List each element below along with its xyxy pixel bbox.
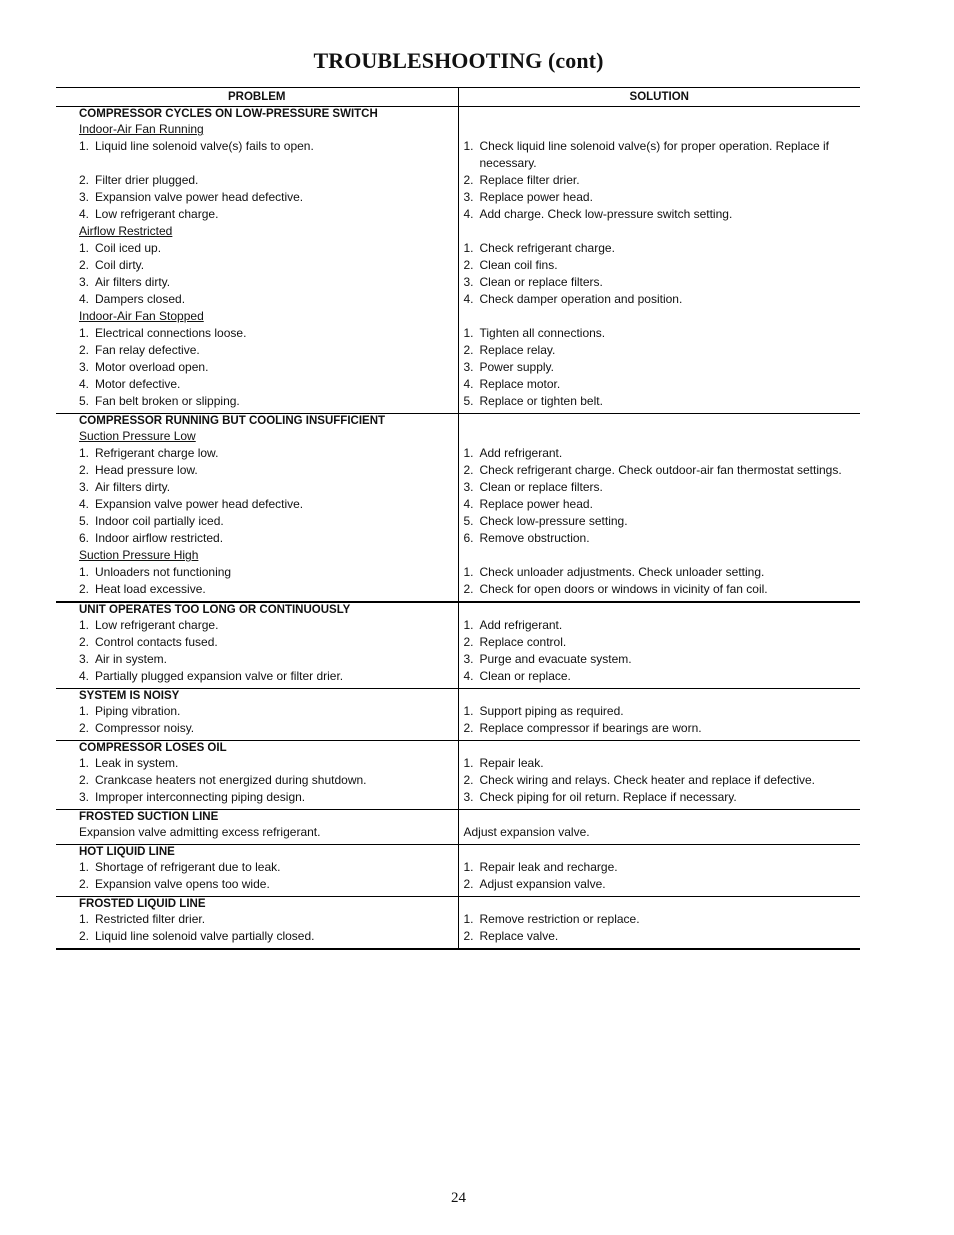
item-number: 2. — [463, 721, 474, 735]
solution-cell — [458, 414, 860, 603]
solution-text: Tighten all connections. — [479, 326, 606, 340]
item-number: 3. — [79, 480, 90, 494]
table-header-row — [56, 88, 860, 107]
solution-text: Repair leak and recharge. — [479, 860, 618, 874]
solution-item — [464, 703, 861, 720]
item-number: 2. — [463, 258, 474, 272]
problem-text: Expansion valve power head defective. — [95, 190, 304, 204]
item-number: 3. — [463, 480, 474, 494]
problem-item — [79, 496, 458, 513]
solution-text: Replace compressor if bearings are worn. — [479, 721, 702, 735]
solution-item — [464, 376, 861, 393]
solution-text: Replace relay. — [479, 343, 556, 357]
item-number: 6. — [79, 531, 90, 545]
solution-item — [464, 172, 861, 189]
item-number: 4. — [463, 292, 474, 306]
section-heading-spacer — [464, 689, 861, 703]
problem-item — [79, 703, 458, 720]
problem-text: Dampers closed. — [95, 292, 186, 306]
problem-text: Fan belt broken or slipping. — [95, 394, 240, 408]
solution-cell — [458, 741, 860, 810]
item-number: 2. — [79, 173, 90, 187]
solution-cell — [458, 845, 860, 897]
solution-item — [464, 651, 861, 668]
solution-text: Clean or replace. — [479, 669, 571, 683]
section-heading: HOT LIQUID LINE — [79, 846, 175, 858]
problem-item — [79, 876, 458, 893]
solution-item — [464, 257, 861, 274]
problem-item — [79, 928, 458, 945]
item-number: 2. — [79, 929, 90, 943]
problem-item — [79, 393, 458, 410]
item-number: 1. — [79, 565, 90, 579]
subheading-spacer — [464, 308, 861, 325]
problem-text: Low refrigerant charge. — [95, 618, 219, 632]
item-number: 1. — [463, 704, 474, 718]
item-number: 4. — [79, 497, 90, 511]
solution-text: Support piping as required. — [479, 704, 624, 718]
problem-item — [79, 240, 458, 257]
subheading: Suction Pressure High — [79, 548, 199, 562]
solution-item — [464, 206, 861, 223]
subheading-spacer — [464, 547, 861, 564]
problem-item — [79, 668, 458, 685]
problem-cell — [56, 897, 458, 950]
problem-text: Unloaders not functioning — [95, 565, 232, 579]
item-number: 2. — [463, 773, 474, 787]
item-number: 1. — [79, 912, 90, 926]
item-number: 5. — [79, 394, 90, 408]
section-heading: COMPRESSOR RUNNING BUT COOLING INSUFFICIENT — [79, 415, 386, 427]
table-section — [56, 741, 860, 810]
solution-item — [464, 911, 861, 928]
problem-text: Low refrigerant charge. — [95, 207, 219, 221]
problem-item — [79, 257, 458, 274]
item-number: 5. — [79, 514, 90, 528]
solution-item — [464, 240, 861, 257]
solution-item — [464, 496, 861, 513]
solution-item — [464, 462, 861, 479]
solution-item — [464, 274, 861, 291]
table-section — [56, 689, 860, 741]
item-number: 4. — [79, 669, 90, 683]
table-section — [56, 107, 860, 414]
item-number: 2. — [463, 929, 474, 943]
problem-text: Heat load excessive. — [95, 582, 206, 596]
solution-cell — [458, 689, 860, 741]
subheading-spacer — [464, 223, 861, 240]
solution-text: Check piping for oil return. Replace if necessary. — [479, 790, 737, 804]
item-number: 1. — [463, 565, 474, 579]
item-number: 2. — [463, 463, 474, 477]
problem-text: Electrical connections loose. — [95, 326, 247, 340]
section-heading: COMPRESSOR CYCLES ON LOW-PRESSURE SWITCH — [79, 108, 378, 120]
cell-bottom-padding — [79, 598, 458, 601]
item-number: 2. — [79, 463, 90, 477]
solution-text: Replace power head. — [479, 497, 593, 511]
solution-text: Remove obstruction. — [479, 531, 590, 545]
solution-item — [464, 342, 861, 359]
solution-item — [464, 755, 861, 772]
solution-text: Check wiring and relays. Check heater and replace if defective. — [479, 773, 816, 787]
solution-item — [464, 445, 861, 462]
problem-item — [79, 720, 458, 737]
problem-text: Leak in system. — [95, 756, 179, 770]
section-heading: COMPRESSOR LOSES OIL — [79, 742, 227, 754]
solution-text: Check refrigerant charge. Check outdoor-air fan thermostat settings. — [479, 463, 842, 477]
item-number: 3. — [79, 790, 90, 804]
problem-item — [79, 772, 458, 789]
problem-item — [79, 359, 458, 376]
section-heading-spacer — [464, 845, 861, 859]
item-number: 2. — [463, 582, 474, 596]
solution-item — [464, 617, 861, 634]
solution-text: Clean coil fins. — [479, 258, 558, 272]
section-heading: FROSTED SUCTION LINE — [79, 811, 219, 823]
solution-text: Check unloader adjustments. Check unloader setting. — [479, 565, 765, 579]
item-number: 2. — [463, 877, 474, 891]
table-section — [56, 810, 860, 845]
solution-cell — [458, 107, 860, 414]
section-heading-spacer — [464, 603, 861, 617]
troubleshooting-table — [56, 87, 860, 950]
solution-item — [464, 564, 861, 581]
problem-text: Air in system. — [95, 652, 168, 666]
problem-cell — [56, 602, 458, 689]
problem-item — [79, 581, 458, 598]
solution-text: Replace valve. — [479, 929, 559, 943]
solution-item — [464, 634, 861, 651]
item-number: 2. — [463, 173, 474, 187]
problem-text: Liquid line solenoid valve partially closed. — [95, 929, 315, 943]
item-number: 3. — [463, 652, 474, 666]
problem-item — [79, 530, 458, 547]
solution-item — [464, 876, 861, 893]
problem-item — [79, 325, 458, 342]
subheading: Suction Pressure Low — [79, 429, 196, 443]
solution-text: Clean or replace filters. — [479, 480, 603, 494]
item-number: 2. — [463, 635, 474, 649]
solution-text: Check low-pressure setting. — [479, 514, 628, 528]
section-heading: UNIT OPERATES TOO LONG OR CONTINUOUSLY — [79, 604, 351, 616]
problem-text: Expansion valve power head defective. — [95, 497, 304, 511]
solution-text: Replace or tighten belt. — [479, 394, 603, 408]
problem-text: Motor overload open. — [95, 360, 209, 374]
solution-item — [464, 513, 861, 530]
item-number: 3. — [79, 275, 90, 289]
solution-text: Replace control. — [479, 635, 567, 649]
solution-text: Add refrigerant. — [479, 446, 563, 460]
page-title: TROUBLESHOOTING (cont) — [313, 48, 604, 73]
problem-cell — [56, 107, 458, 414]
problem-column-header: PROBLEM — [56, 88, 458, 107]
solution-text: Clean or replace filters. — [479, 275, 603, 289]
item-number: 3. — [463, 360, 474, 374]
problem-cell — [56, 810, 458, 845]
problem-item — [79, 617, 458, 634]
solution-text: Remove restriction or replace. — [479, 912, 640, 926]
solution-cell — [458, 810, 860, 845]
subheading-spacer — [464, 428, 861, 445]
problem-item — [79, 206, 458, 223]
problem-item — [79, 859, 458, 876]
solution-item — [464, 772, 861, 789]
problem-text: Expansion valve admitting excess refrigerant. — [79, 825, 321, 839]
cell-bottom-padding — [464, 598, 861, 601]
problem-text: Filter drier plugged. — [95, 173, 199, 187]
item-number: 1. — [79, 704, 90, 718]
solution-item — [464, 479, 861, 496]
table-section — [56, 602, 860, 689]
item-number: 1. — [463, 139, 474, 153]
item-number: 2. — [463, 343, 474, 357]
solution-item — [464, 393, 861, 410]
solution-item — [464, 138, 861, 172]
item-number: 2. — [79, 582, 90, 596]
problem-text: Expansion valve opens too wide. — [95, 877, 270, 891]
item-number: 3. — [463, 790, 474, 804]
item-number: 6. — [463, 531, 474, 545]
problem-text: Crankcase heaters not energized during shutdown. — [95, 773, 367, 787]
solution-item — [464, 928, 861, 945]
section-heading: FROSTED LIQUID LINE — [79, 898, 206, 910]
item-number: 4. — [463, 207, 474, 221]
problem-item — [79, 755, 458, 772]
subheading: Indoor-Air Fan Running — [79, 122, 204, 136]
problem-text: Indoor coil partially iced. — [95, 514, 224, 528]
solution-text: Power supply. — [479, 360, 554, 374]
problem-item — [79, 634, 458, 651]
item-number: 1. — [463, 446, 474, 460]
item-number: 4. — [463, 497, 474, 511]
item-number: 5. — [463, 514, 474, 528]
item-number: 2. — [79, 721, 90, 735]
item-number: 1. — [463, 912, 474, 926]
solution-text: Check damper operation and position. — [479, 292, 683, 306]
problem-item — [79, 564, 458, 581]
problem-text: Liquid line solenoid valve(s) fails to open. — [95, 139, 314, 153]
solution-text: Adjust expansion valve. — [463, 825, 590, 839]
problem-text: Fan relay defective. — [95, 343, 200, 357]
item-number: 3. — [79, 190, 90, 204]
problem-item — [79, 138, 458, 172]
table-body — [56, 107, 860, 950]
item-number: 2. — [79, 258, 90, 272]
cell-bottom-padding — [79, 945, 458, 948]
solution-item — [464, 189, 861, 206]
item-number: 3. — [463, 275, 474, 289]
problem-item — [79, 911, 458, 928]
problem-item — [79, 513, 458, 530]
item-number: 2. — [79, 343, 90, 357]
item-number: 1. — [79, 241, 90, 255]
section-heading-spacer — [464, 107, 861, 121]
item-number: 4. — [79, 207, 90, 221]
solution-cell — [458, 602, 860, 689]
problem-text: Partially plugged expansion valve or filter drier. — [95, 669, 344, 683]
solution-cell — [458, 897, 860, 950]
item-number: 1. — [79, 756, 90, 770]
solution-item — [464, 359, 861, 376]
section-heading-spacer — [464, 414, 861, 428]
problem-text: Restricted filter drier. — [95, 912, 206, 926]
problem-item — [79, 789, 458, 806]
item-number: 1. — [79, 618, 90, 632]
problem-item — [79, 462, 458, 479]
section-heading-spacer — [464, 741, 861, 755]
problem-text: Head pressure low. — [95, 463, 198, 477]
cell-bottom-padding — [464, 945, 861, 948]
item-number: 3. — [463, 190, 474, 204]
problem-text: Coil iced up. — [95, 241, 162, 255]
solution-text: Replace motor. — [479, 377, 561, 391]
problem-item — [79, 291, 458, 308]
solution-text: Adjust expansion valve. — [479, 877, 606, 891]
item-number: 5. — [463, 394, 474, 408]
problem-text: Air filters dirty. — [95, 480, 171, 494]
solution-item — [464, 530, 861, 547]
problem-cell — [56, 741, 458, 810]
item-number: 2. — [79, 773, 90, 787]
problem-text: Coil dirty. — [95, 258, 145, 272]
table-section — [56, 414, 860, 603]
problem-text: Refrigerant charge low. — [95, 446, 219, 460]
solution-text: Add charge. Check low-pressure switch setting. — [479, 207, 733, 221]
item-number: 4. — [79, 377, 90, 391]
item-number: 4. — [79, 292, 90, 306]
item-number: 1. — [463, 326, 474, 340]
problem-item — [79, 189, 458, 206]
solution-text: Replace filter drier. — [479, 173, 580, 187]
item-number: 2. — [79, 635, 90, 649]
item-number: 2. — [79, 877, 90, 891]
solution-text: Check for open doors or windows in vicinity of fan coil. — [479, 582, 768, 596]
item-number: 1. — [79, 860, 90, 874]
problem-cell — [56, 689, 458, 741]
subheading: Airflow Restricted — [79, 224, 173, 238]
table-section — [56, 845, 860, 897]
section-heading: SYSTEM IS NOISY — [79, 690, 180, 702]
problem-item — [79, 172, 458, 189]
solution-text: Add refrigerant. — [479, 618, 563, 632]
problem-text: Piping vibration. — [95, 704, 181, 718]
problem-item — [79, 824, 458, 841]
problem-text: Compressor noisy. — [95, 721, 195, 735]
item-number: 3. — [79, 360, 90, 374]
item-number: 4. — [463, 377, 474, 391]
solution-item — [464, 581, 861, 598]
problem-item — [79, 445, 458, 462]
item-number: 1. — [79, 326, 90, 340]
subheading: Indoor-Air Fan Stopped — [79, 309, 204, 323]
solution-item — [464, 668, 861, 685]
solution-text: Purge and evacuate system. — [479, 652, 632, 666]
solution-item — [464, 789, 861, 806]
page-number: 24 — [451, 1190, 466, 1206]
item-number: 1. — [463, 860, 474, 874]
item-number: 3. — [79, 652, 90, 666]
problem-item — [79, 342, 458, 359]
solution-column-header: SOLUTION — [458, 88, 860, 107]
problem-item — [79, 651, 458, 668]
item-number: 1. — [463, 241, 474, 255]
problem-text: Motor defective. — [95, 377, 181, 391]
problem-text: Control contacts fused. — [95, 635, 218, 649]
solution-item — [464, 824, 861, 841]
solution-text: Check liquid line solenoid valve(s) for proper operation. Replace if necessary. — [479, 139, 830, 170]
problem-text: Indoor airflow restricted. — [95, 531, 224, 545]
solution-text: Repair leak. — [479, 756, 544, 770]
solution-item — [464, 859, 861, 876]
problem-text: Shortage of refrigerant due to leak. — [95, 860, 281, 874]
item-number: 1. — [463, 618, 474, 632]
solution-item — [464, 720, 861, 737]
subheading-spacer — [464, 121, 861, 138]
item-number: 1. — [463, 756, 474, 770]
problem-item — [79, 376, 458, 393]
solution-item — [464, 325, 861, 342]
solution-text: Replace power head. — [479, 190, 593, 204]
item-number: 4. — [463, 669, 474, 683]
problem-item — [79, 274, 458, 291]
section-heading-spacer — [464, 897, 861, 911]
item-number: 1. — [79, 139, 90, 153]
problem-text: Improper interconnecting piping design. — [95, 790, 306, 804]
problem-cell — [56, 414, 458, 603]
problem-item — [79, 479, 458, 496]
item-number: 1. — [79, 446, 90, 460]
table-section — [56, 897, 860, 950]
solution-text: Check refrigerant charge. — [479, 241, 615, 255]
problem-cell — [56, 845, 458, 897]
problem-text: Air filters dirty. — [95, 275, 171, 289]
section-heading-spacer — [464, 810, 861, 824]
solution-item — [464, 291, 861, 308]
